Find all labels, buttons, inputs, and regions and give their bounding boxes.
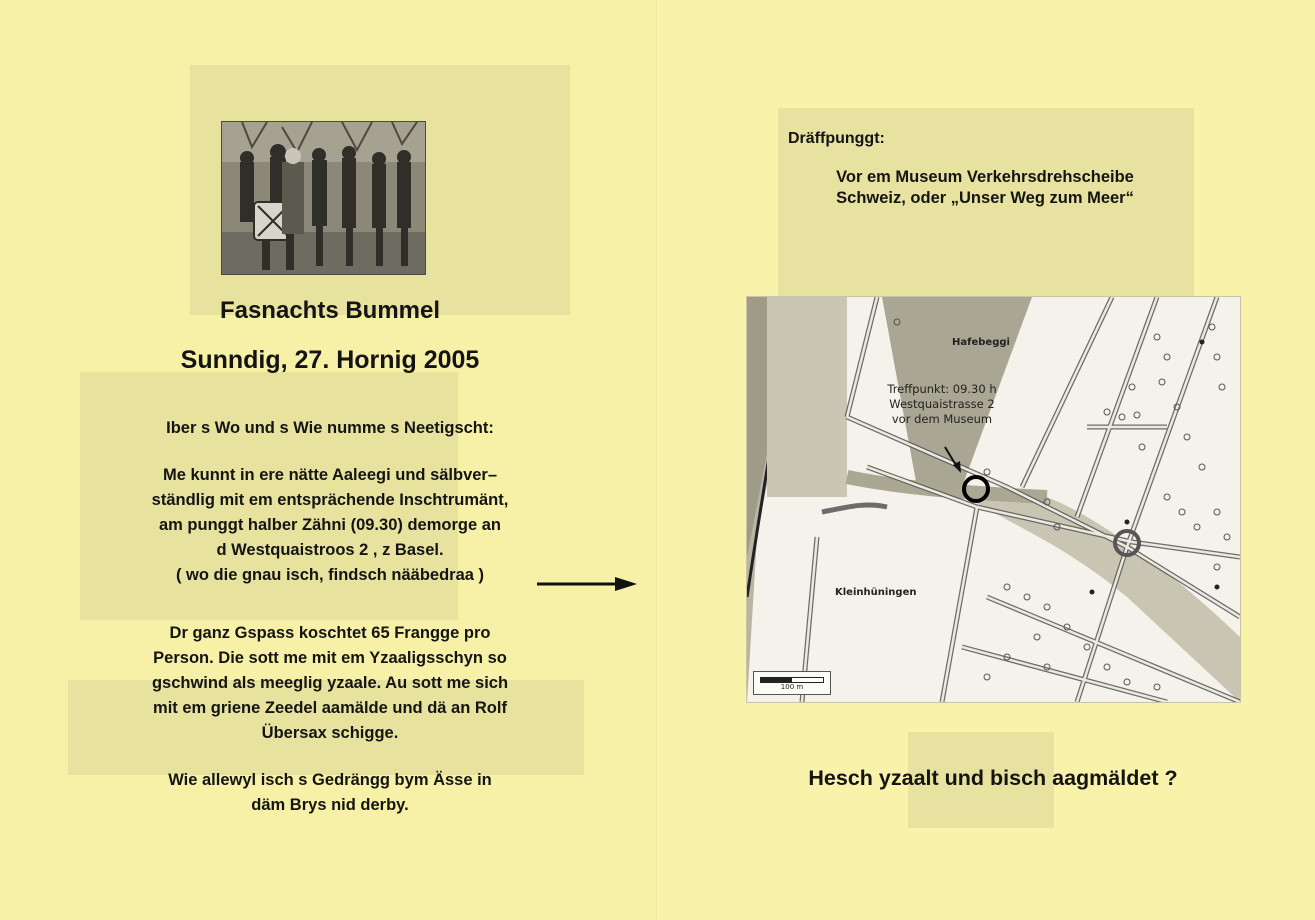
paragraph-line: d Westquaistroos 2 , z Basel.	[216, 541, 444, 559]
map-scale-bar	[753, 671, 831, 695]
paragraph-line: am punggt halber Zähni (09.30) demorge an	[159, 516, 501, 534]
paragraph-drinks	[100, 768, 560, 818]
meeting-place	[780, 167, 1190, 209]
left-page	[0, 0, 657, 920]
registration-question: Hesch yzaalt und bisch aagmäldet ?	[808, 766, 1178, 790]
marching-band-photo	[221, 121, 426, 275]
paragraph-line: Person. Die sott me mit em Yzaaligsschyn so	[153, 649, 507, 667]
map-label-harbour: Hafebeggi	[952, 337, 1010, 348]
right-arrow-icon	[537, 574, 637, 594]
meeting-label: Dräffpunggt:	[788, 130, 885, 147]
meeting-place-line: Schweiz, oder „Unser Weg zum Meer“	[836, 189, 1134, 207]
paragraph-line: Dr ganz Gspass koschtet 65 Frangge pro	[169, 624, 491, 642]
map-label-district: Kleinhüningen	[835, 587, 917, 598]
paragraph-line: ( wo die gnau isch, findsch nääbedraa )	[175, 566, 485, 584]
event-title: Fasnachts Bummel	[219, 297, 441, 324]
map-note-line: Treffpunkt: 09.30 h	[887, 382, 997, 396]
paragraph-meeting	[100, 463, 560, 588]
photo-illustration	[222, 122, 425, 274]
paragraph-line: ständlig mit em entsprächende Inschtrumänt,	[151, 491, 509, 509]
paragraph-line: Me kunnt in ere nätte Aaleegi und sälbver–	[162, 466, 498, 484]
paragraph-line: mit em griene Zeedel aamälde und dä an Rolf	[153, 699, 507, 717]
meeting-place-line: Vor em Museum Verkehrsdrehscheibe	[836, 168, 1134, 186]
section-heading: Iber s Wo und s Wie numme s Neetigscht:	[166, 419, 494, 437]
map-note-line: Westquaistrasse 2	[889, 397, 995, 411]
location-map[interactable]	[746, 296, 1241, 703]
scale-label: 100 m	[780, 683, 804, 691]
map-note-line: vor dem Museum	[891, 412, 993, 426]
paragraph-line: gschwind als meeglig yzaale. Au sott me sich	[151, 674, 509, 692]
event-date: Sunndig, 27. Hornig 2005	[180, 346, 480, 374]
paragraph-line: däm Brys nid derby.	[251, 796, 409, 814]
paragraph-line: Übersax schigge.	[261, 724, 399, 742]
map-drawing	[747, 297, 1240, 702]
paragraph-line: Wie allewyl isch s Gedrängg bym Ässe in	[168, 771, 492, 789]
paragraph-cost	[100, 621, 560, 746]
map-meeting-note	[867, 382, 1017, 427]
